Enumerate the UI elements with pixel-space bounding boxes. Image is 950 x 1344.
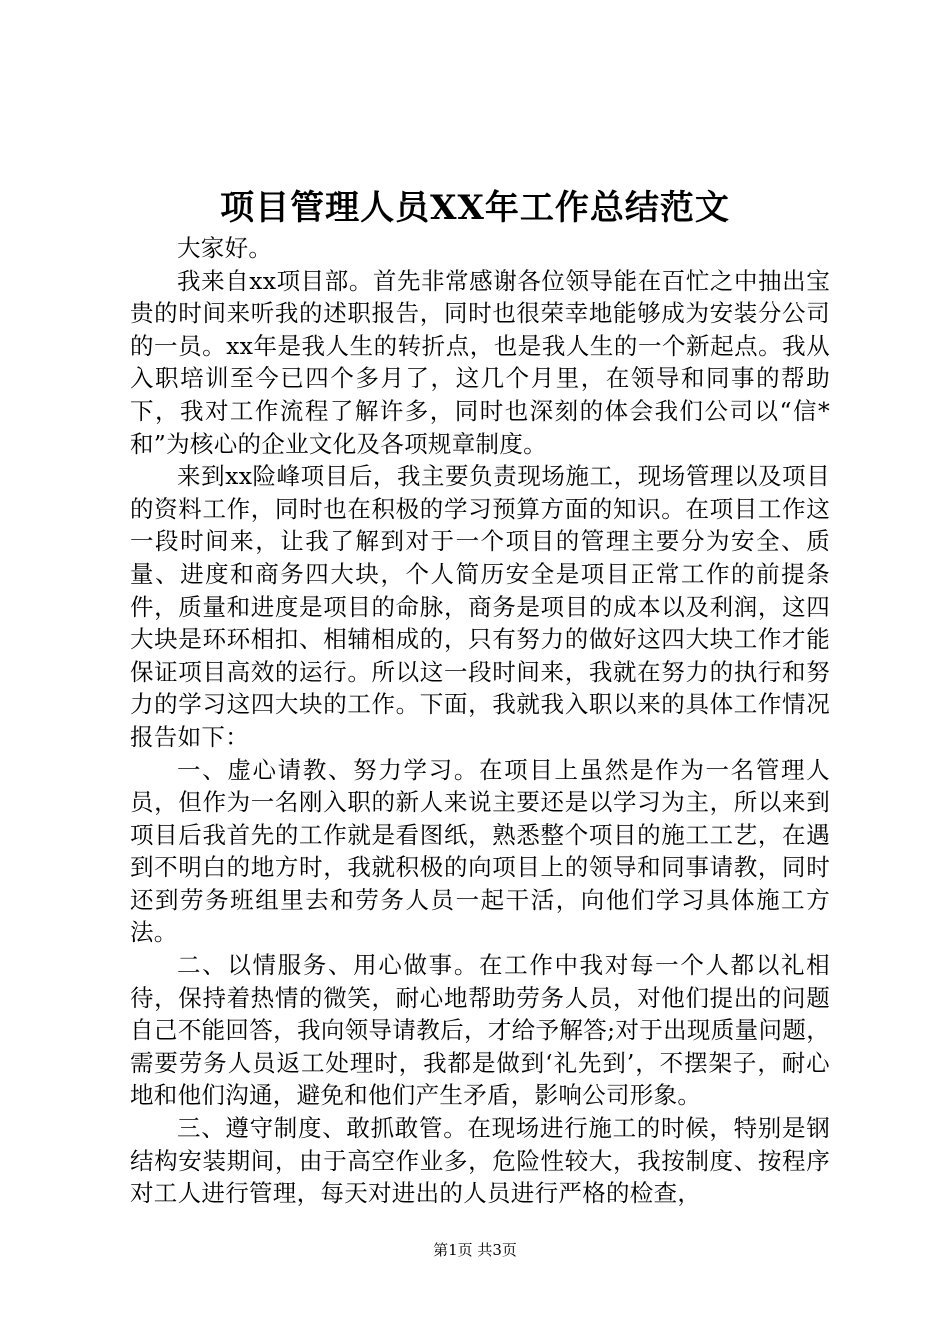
paragraph-section-one: 一、虚心请教、努力学习。在项目上虽然是作为一名管理人员，但作为一名刚入职的新人来说主要还是以学习为主，所以来到项目后我首先的工作就是看图纸，熟悉整个项目的施工工艺，在遇到不明白的地方时，我就积极的向项目上的领导和同事请教，同时还到劳务班组里去和劳务人员一起干活，向他们学习具体施工方法。 bbox=[130, 755, 830, 947]
document-title: 项目管理人员XX年工作总结范文 bbox=[220, 188, 730, 228]
document-body bbox=[130, 232, 830, 1210]
paragraph-section-two: 二、以情服务、用心做事。在工作中我对每一个人都以礼相待，保持着热情的微笑，耐心地帮助劳务人员，对他们提出的问题自己不能回答，我向领导请教后，才给予解答;对于出现质量问题，需要劳务人员返工处理时，我都是做到‘礼先到’，不摆架子，耐心地和他们沟通，避免和他们产生矛盾，影响公司形象。 bbox=[130, 951, 830, 1110]
paragraph-project-overview: 来到xx险峰项目后，我主要负责现场施工，现场管理以及项目的资料工作，同时也在积极的学习预算方面的知识。在项目工作这一段时间来，让我了解到对于一个项目的管理主要分为安全、质量、进度和商务四大块，个人简历安全是项目正常工作的前提条件，质量和进度是项目的命脉，商务是项目的成本以及利润，这四大块是环环相扣、相辅相成的，只有努力的做好这四大块工作才能保证项目高效的运行。所以这一段时间来，我就在努力的执行和努力的学习这四大块的工作。下面，我就我入职以来的具体工作情况报告如下： bbox=[130, 462, 830, 751]
paragraph-section-three: 三、遵守制度、敢抓敢管。在现场进行施工的时候，特别是钢结构安装期间，由于高空作业多，危险性较大，我按制度、按程序对工人进行管理，每天对进出的人员进行严格的检查， bbox=[130, 1114, 830, 1208]
paragraph-introduction: 我来自xx项目部。首先非常感谢各位领导能在百忙之中抽出宝贵的时间来听我的述职报告，同时也很荣幸地能够成为安装分公司的一员。xx年是我人生的转折点，也是我人生的一个新起点。我从入职培训至今已四个多月了，这几个月里，在领导和同事的帮助下，我对工作流程了解许多，同时也深刻的体会我们公司以“信*和”为核心的企业文化及各项规章制度。 bbox=[130, 266, 830, 458]
page-footer: 第1页 共3页 bbox=[433, 1241, 517, 1259]
paragraph-greeting: 大家好。 bbox=[177, 234, 273, 262]
